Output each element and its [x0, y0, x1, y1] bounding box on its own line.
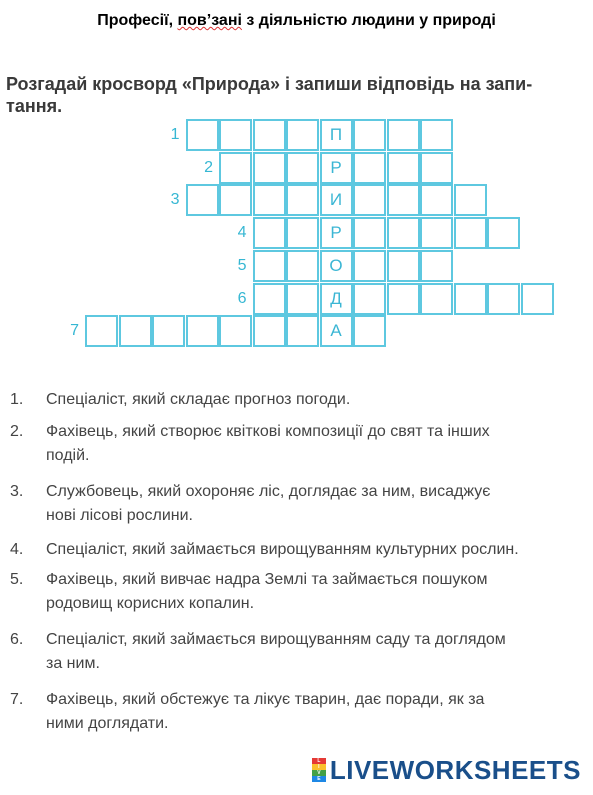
crossword-cell[interactable] [387, 217, 420, 249]
crossword-cell[interactable] [387, 184, 420, 216]
crossword-cell-input[interactable] [422, 154, 451, 182]
crossword-cell-input[interactable] [355, 285, 384, 313]
crossword-cell[interactable] [387, 283, 420, 315]
crossword-cell-input[interactable] [121, 317, 150, 345]
crossword-cell-input[interactable] [355, 121, 384, 149]
key-letter-cell [320, 315, 353, 347]
crossword-cell-input[interactable] [355, 317, 384, 345]
crossword-cell[interactable] [186, 315, 219, 347]
question-number: 5. [10, 571, 24, 588]
key-letter: Д [330, 288, 342, 308]
crossword-cell[interactable] [219, 152, 252, 184]
crossword-cell-input[interactable] [255, 186, 284, 214]
clue-number: 3 [170, 191, 180, 209]
crossword-cell-input[interactable] [389, 186, 418, 214]
crossword-cell-input[interactable] [154, 317, 183, 345]
question-text: Службовець, який охороняє ліс, доглядає за ним, висаджує [46, 483, 491, 500]
crossword-cell[interactable] [454, 184, 487, 216]
crossword-cell-input[interactable] [221, 121, 250, 149]
crossword-cell[interactable] [286, 217, 319, 249]
crossword-cell-input[interactable] [489, 285, 518, 313]
crossword-cell[interactable] [286, 119, 319, 151]
crossword-cell-input[interactable] [456, 186, 485, 214]
key-letter-cell [320, 184, 353, 216]
clue-number: 6 [237, 289, 247, 307]
crossword-cell-input[interactable] [288, 121, 317, 149]
brand-logo-icon: L I V E [312, 758, 326, 782]
clue-number: 7 [70, 322, 79, 340]
key-letter-cell [320, 283, 353, 315]
crossword-cell[interactable] [353, 119, 386, 151]
crossword-cell[interactable] [353, 217, 386, 249]
crossword-cell[interactable] [152, 315, 185, 347]
crossword-cell[interactable] [286, 283, 319, 315]
crossword-grid [0, 0, 593, 360]
clue-number: 1 [170, 126, 180, 143]
crossword-cell[interactable] [487, 283, 520, 315]
question-text: Спеціаліст, який займається вирощуванням культурних рослин. [46, 541, 519, 558]
question-text-continued: ними доглядати. [46, 715, 169, 732]
crossword-cell[interactable] [454, 283, 487, 315]
key-letter: А [330, 321, 342, 341]
crossword-cell-input[interactable] [255, 219, 284, 247]
crossword-cell-input[interactable] [389, 252, 418, 280]
crossword-cell-input[interactable] [422, 121, 451, 149]
crossword-cell[interactable] [420, 250, 453, 282]
crossword-cell[interactable] [487, 217, 520, 249]
crossword-cell-input[interactable] [221, 154, 250, 182]
crossword-cell-input[interactable] [355, 154, 384, 182]
crossword-cell[interactable] [286, 250, 319, 282]
crossword-cell[interactable] [253, 283, 286, 315]
crossword-cell-input[interactable] [255, 252, 284, 280]
question-number: 4. [10, 541, 24, 558]
crossword-cell[interactable] [253, 184, 286, 216]
question-number: 3. [10, 483, 24, 500]
key-letter-cell [320, 152, 353, 184]
crossword-cell-input[interactable] [422, 186, 451, 214]
crossword-cell-input[interactable] [255, 285, 284, 313]
crossword-cell[interactable] [253, 152, 286, 184]
crossword-cell[interactable] [286, 152, 319, 184]
brand-name: LIVEWORKSHEETS [329, 754, 581, 785]
title-part: з діяльністю людини у природі [241, 12, 496, 29]
crossword-cell-input[interactable] [87, 317, 116, 345]
crossword-cell[interactable] [253, 315, 286, 347]
crossword-cell-input[interactable] [288, 154, 317, 182]
crossword-cell[interactable] [286, 315, 319, 347]
title-misspelled-word: пов’зані [177, 12, 242, 29]
crossword-cell-input[interactable] [456, 219, 485, 247]
question-text-continued: за ним. [46, 655, 100, 672]
crossword-cell[interactable] [186, 119, 219, 151]
key-letter-cell [320, 250, 353, 282]
crossword-cell[interactable] [420, 152, 453, 184]
crossword-cell[interactable] [353, 184, 386, 216]
crossword-cell-input[interactable] [422, 219, 451, 247]
crossword-cell[interactable] [353, 315, 386, 347]
question-text: Фахівець, який вивчає надра Землі та займається пошуком [46, 571, 488, 588]
crossword-cell[interactable] [420, 283, 453, 315]
crossword-cell[interactable] [186, 184, 219, 216]
question-text: Спеціаліст, який займається вирощуванням саду та доглядом [46, 631, 506, 648]
crossword-cell[interactable] [454, 217, 487, 249]
crossword-cell[interactable] [219, 184, 252, 216]
crossword-cell[interactable] [253, 217, 286, 249]
crossword-cell-input[interactable] [188, 317, 217, 345]
crossword-cell-input[interactable] [255, 154, 284, 182]
crossword-cell-input[interactable] [288, 285, 317, 313]
crossword-cell-input[interactable] [422, 285, 451, 313]
crossword-cell[interactable] [353, 152, 386, 184]
crossword-cell[interactable] [521, 283, 554, 315]
clue-number: 5 [237, 256, 247, 274]
question-text-continued: подій. [46, 447, 90, 464]
crossword-cell[interactable] [387, 250, 420, 282]
task-line: Розгадай кросворд «Природа» і запиши відповідь на запи- [6, 74, 533, 94]
crossword-cell-input[interactable] [355, 219, 384, 247]
crossword-cell-input[interactable] [288, 219, 317, 247]
key-letter: Р [330, 157, 342, 177]
crossword-cell-input[interactable] [355, 186, 384, 214]
crossword-cell-input[interactable] [355, 252, 384, 280]
clue-number: 2 [204, 158, 213, 176]
question-number: 2. [10, 423, 24, 440]
crossword-cell[interactable] [85, 315, 118, 347]
crossword-cell-input[interactable] [221, 186, 250, 214]
question-text-continued: нові лісові рослини. [46, 507, 193, 524]
crossword-cell[interactable] [253, 119, 286, 151]
crossword-cell-input[interactable] [288, 186, 317, 214]
crossword-cell[interactable] [353, 250, 386, 282]
crossword-cell-input[interactable] [456, 285, 485, 313]
crossword-cell-input[interactable] [255, 121, 284, 149]
crossword-cell-input[interactable] [255, 317, 284, 345]
clue-number: 4 [237, 224, 247, 242]
question-text: Спеціаліст, який складає прогноз погоди. [46, 391, 351, 408]
key-letter: Р [330, 223, 342, 243]
crossword-cell[interactable] [387, 119, 420, 151]
crossword-cell[interactable] [219, 119, 252, 151]
question-number: 6. [10, 631, 24, 648]
crossword-cell-input[interactable] [422, 252, 451, 280]
crossword-cell[interactable] [119, 315, 152, 347]
liveworksheets-brand [312, 754, 581, 785]
key-letter: О [329, 255, 343, 275]
question-number: 7. [10, 691, 24, 708]
key-letter-cell [320, 217, 353, 249]
crossword-cell-input[interactable] [389, 285, 418, 313]
crossword-cell[interactable] [420, 217, 453, 249]
crossword-cell-input[interactable] [288, 252, 317, 280]
crossword-cell-input[interactable] [489, 219, 518, 247]
task-line: тання. [6, 96, 63, 116]
question-number: 1. [10, 391, 24, 408]
crossword-cell-input[interactable] [389, 219, 418, 247]
crossword-cell[interactable] [420, 119, 453, 151]
crossword-cell-input[interactable] [389, 121, 418, 149]
crossword-cell[interactable] [353, 283, 386, 315]
crossword-cell-input[interactable] [523, 285, 552, 313]
key-letter: П [329, 125, 343, 144]
question-text-continued: родовищ корисних копалин. [46, 595, 255, 612]
crossword-cell[interactable] [387, 152, 420, 184]
crossword-cell[interactable] [219, 315, 252, 347]
crossword-cell[interactable] [253, 250, 286, 282]
question-text: Фахівець, який обстежує та лікує тварин, дає поради, як за [46, 691, 485, 708]
crossword-cell[interactable] [286, 184, 319, 216]
crossword-cell-input[interactable] [288, 317, 317, 345]
key-letter-cell [320, 119, 353, 151]
key-letter: И [329, 190, 343, 210]
title-part: Професії, [97, 12, 178, 29]
crossword-cell[interactable] [420, 184, 453, 216]
crossword-cell-input[interactable] [221, 317, 250, 345]
crossword-cell-input[interactable] [188, 121, 217, 149]
question-text: Фахівець, який створює квіткові композиції до свят та інших [46, 423, 490, 440]
crossword-cell-input[interactable] [188, 186, 217, 214]
crossword-cell-input[interactable] [389, 154, 418, 182]
